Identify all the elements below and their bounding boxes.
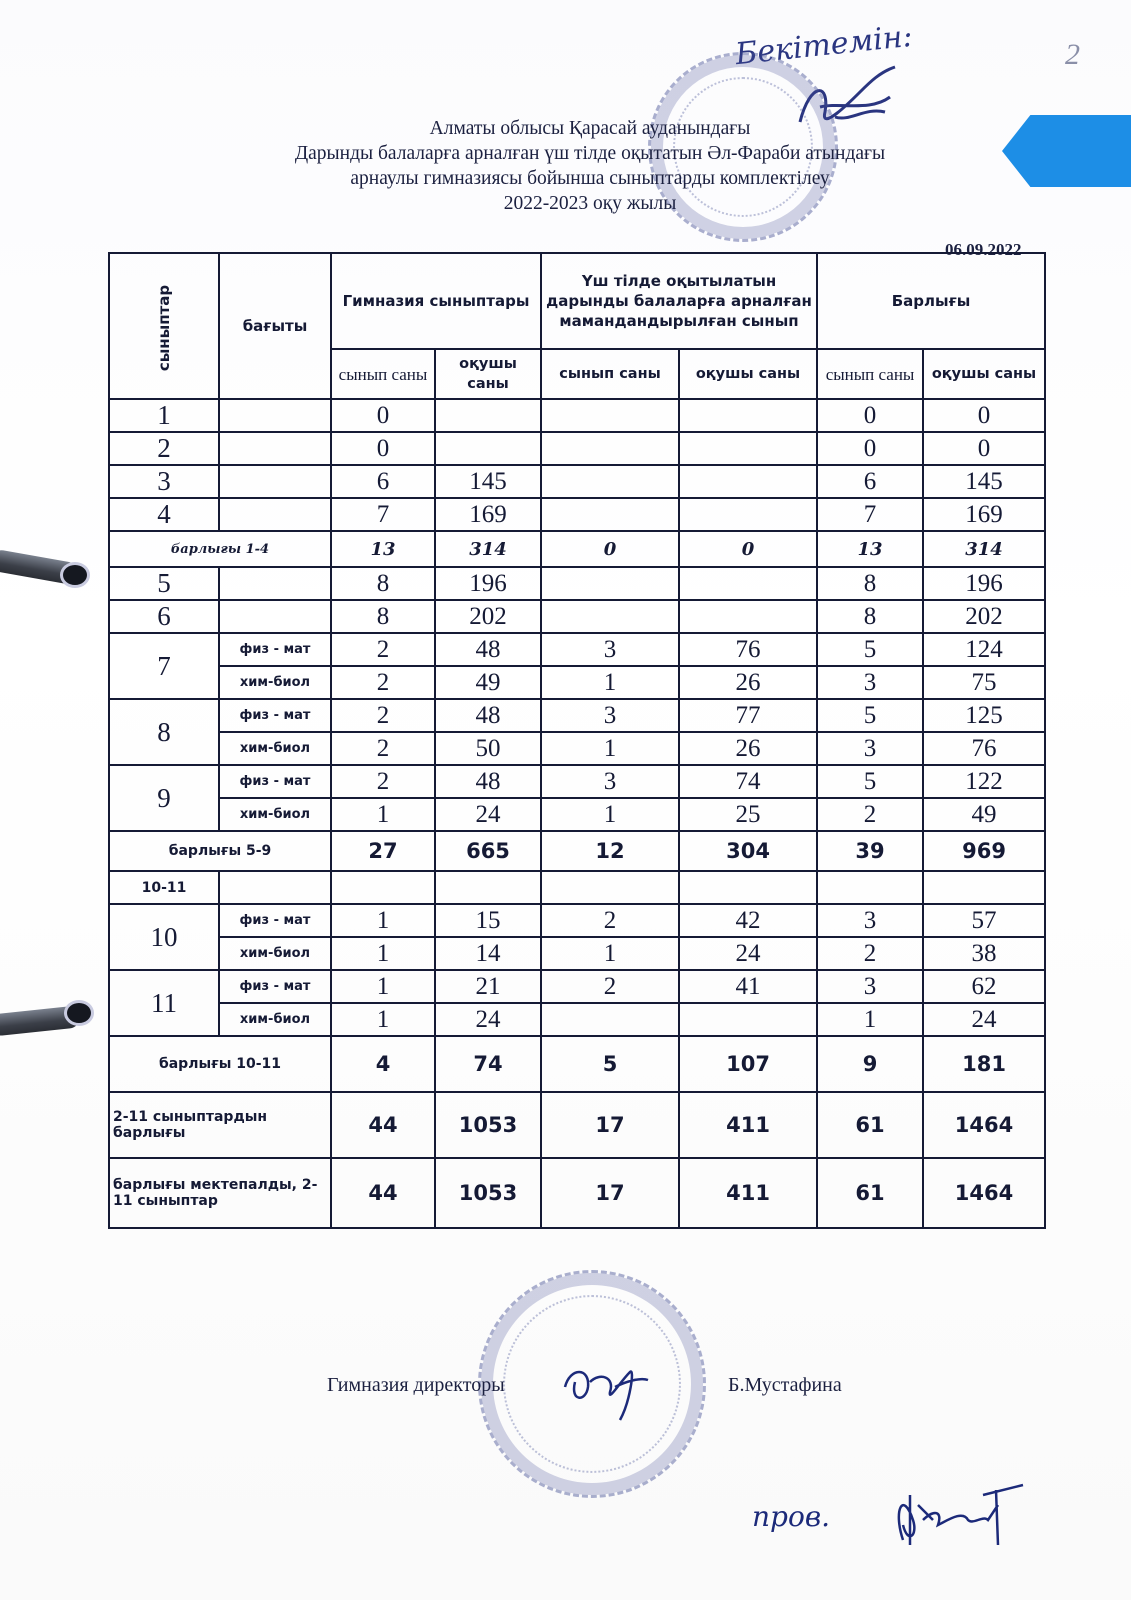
header-trilingual: Үш тілде оқытылатын дарынды балаларға арналған мамандандырылған сынып (541, 253, 817, 349)
total-row-2-11: 2-11 сыныптардын барлығы 44 1053 17 411 61 1464 (109, 1092, 1045, 1158)
subheader-gym-students: оқушы саны (435, 349, 541, 399)
table-header-row (109, 253, 1045, 349)
subheader-tot-classes: сынып саны (817, 349, 923, 399)
table-row: хим-биол 1 14 1 24 2 38 (109, 937, 1045, 970)
table-row: хим-биол 1 24 1 24 (109, 1003, 1045, 1036)
approval-handwritten-label: Бекітемін: (733, 18, 915, 73)
header-direction: бағыты (219, 253, 331, 399)
title-line-2: Дарынды балаларға арналған үш тілде оқытатын Әл-Фараби атындағы (294, 143, 886, 164)
table-row: 4 7 169 7 169 (109, 498, 1045, 531)
table-row: 11 физ - мат 1 21 2 41 3 62 (109, 970, 1045, 1003)
table-row: 6 8 202 8 202 (109, 600, 1045, 633)
checker-signature-icon (888, 1480, 1028, 1550)
title-line-3: арнаулы гимназиясы бойынша сыныптарды комплектілеу (350, 168, 830, 189)
director-name: Б.Мустафина (728, 1374, 842, 1396)
header-total: Барлығы (817, 253, 1045, 349)
total-row-school: барлығы мектепалды, 2-11 сыныптар 44 1053 17 411 61 1464 (109, 1158, 1045, 1228)
table-row: 2 0 0 0 (109, 432, 1045, 465)
subheader-tot-students: оқушы саны (923, 349, 1045, 399)
document-date: 06.09.2022 (945, 240, 1022, 259)
document-title (150, 116, 1030, 216)
table-row: 8 физ - мат 2 48 3 77 5 125 (109, 699, 1045, 732)
header-gymnasium: Гимназия сыныптары (331, 253, 541, 349)
page-number-mark: 2 (1065, 38, 1080, 71)
table-row: 10 физ - мат 1 15 2 42 3 57 (109, 904, 1045, 937)
binder-hole-lower (64, 1000, 94, 1026)
table-row: 7 физ - мат 2 48 3 76 5 124 (109, 633, 1045, 666)
director-label: Гимназия директоры (327, 1374, 505, 1396)
checked-label: пров. (752, 1500, 831, 1533)
table-row: хим-биол 1 24 1 25 2 49 (109, 798, 1045, 831)
class-composition-table (108, 252, 1046, 1229)
title-line-4: 2022-2023 оқу жылы (503, 193, 677, 214)
table-row: 9 физ - мат 2 48 3 74 5 122 (109, 765, 1045, 798)
subheader-gym-classes: сынып саны (331, 349, 435, 399)
subtotal-row-5-9: барлығы 5-9 27 665 12 304 39 969 (109, 831, 1045, 871)
table-row: хим-биол 2 50 1 26 3 76 (109, 732, 1045, 765)
subtotal-row-10-11: барлығы 10-11 4 74 5 107 9 181 (109, 1036, 1045, 1092)
title-line-1: Алматы облысы Қарасай ауданындағы (429, 118, 751, 139)
senior-section-header-row: 10-11 (109, 871, 1045, 904)
header-grades: сыныптар (109, 253, 219, 399)
director-signature-icon (560, 1352, 650, 1422)
table-row: 5 8 196 8 196 (109, 567, 1045, 600)
binder-hole-upper (60, 562, 90, 588)
subtotal-row-1-4: барлығы 1-4 13 314 0 0 13 314 (109, 531, 1045, 567)
subheader-tri-classes: сынып саны (541, 349, 679, 399)
table-row: 1 0 0 0 (109, 399, 1045, 432)
table-row: хим-биол 2 49 1 26 3 75 (109, 666, 1045, 699)
table-row: 3 6 145 6 145 (109, 465, 1045, 498)
subheader-tri-students: оқушы саны (679, 349, 817, 399)
